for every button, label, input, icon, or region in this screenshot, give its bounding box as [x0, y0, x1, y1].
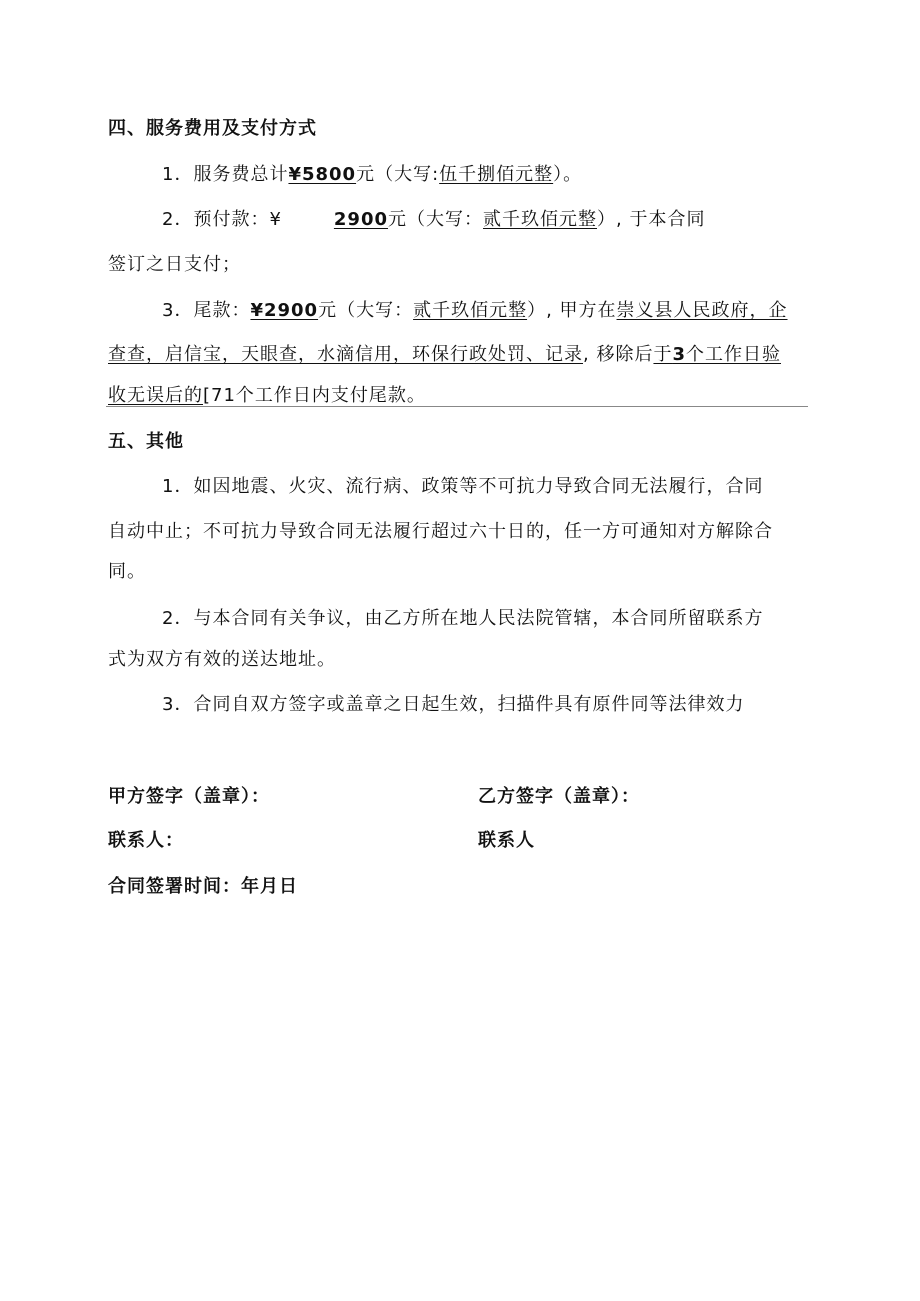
final-payment-within: 于 [653, 344, 673, 365]
final-payment-amount: ¥2900 [250, 300, 319, 321]
final-payment-accept: 收无误后的 [108, 385, 203, 406]
force-majeure-line-1: 1．如因地震、火灾、流行病、政策等不可抗力导致合同无法履行，合同 [162, 476, 764, 497]
fee-total-mid: 元（大写: [356, 164, 440, 185]
signing-date-label: 合同签署时间：年月日 [108, 876, 298, 897]
final-payment-days: 3 [672, 344, 686, 365]
final-payment-mid: 元（大写： [318, 300, 414, 321]
prepayment-continuation: 签订之日支付； [108, 254, 241, 275]
section-4-heading: 四、服务费用及支付方式 [108, 118, 317, 139]
final-payment-prefix: 3．尾款： [162, 300, 251, 321]
party-a-contact-label: 联系人： [108, 830, 184, 851]
force-majeure-line-2: 自动中止；不可抗力导致合同无法履行超过六十日的，任一方可通知对方解除合 [108, 521, 773, 542]
prepayment-mid: 元（大写： [388, 209, 484, 230]
final-payment-platforms: 查查，启信宝，天眼查，水滴信用，环保行政处罚、记录 [108, 344, 583, 365]
section-divider [106, 406, 808, 407]
party-b-contact-label: 联系人 [478, 830, 535, 851]
final-payment-line-2 [108, 340, 781, 366]
force-majeure-line-3: 同。 [108, 561, 146, 582]
final-payment-line-3 [108, 381, 426, 407]
fee-total-caps: 伍千捌佰元整 [439, 164, 554, 185]
prepayment-suffix: ）, 于本合同 [597, 209, 706, 230]
final-payment-line-1 [162, 296, 788, 322]
prepayment-line [162, 205, 705, 231]
effect-line: 3．合同自双方签字或盖章之日起生效，扫描件具有原件同等法律效力 [162, 694, 745, 715]
final-payment-workdays: 个工作日验 [685, 344, 781, 365]
dispute-line-1: 2．与本合同有关争议，由乙方所在地人民法院管辖，本合同所留联系方 [162, 608, 764, 629]
party-b-signature-label: 乙方签字（盖章）： [478, 786, 640, 807]
party-a-signature-label: 甲方签字（盖章）： [108, 786, 270, 807]
fee-total-line [162, 160, 582, 186]
final-payment-org: 崇义县人民政府，企 [616, 300, 788, 321]
final-payment-text: ）, 甲方在 [527, 300, 617, 321]
final-payment-caps: 贰千玖佰元整 [413, 300, 528, 321]
section-5-heading: 五、其他 [108, 431, 184, 452]
final-payment-deadline: [71个工作日内支付尾款。 [203, 385, 426, 406]
fee-total-amount: ¥5800 [288, 164, 357, 185]
prepayment-caps: 贰千玖佰元整 [483, 209, 598, 230]
dispute-line-2: 式为双方有效的送达地址。 [108, 649, 336, 670]
fee-total-suffix: ）。 [553, 164, 583, 185]
fee-total-prefix: 1．服务费总计 [162, 164, 289, 185]
prepayment-amount: 2900 [333, 209, 389, 230]
prepayment-prefix: 2．预付款：¥ [162, 209, 282, 230]
final-payment-remove: , 移除后 [583, 344, 654, 365]
